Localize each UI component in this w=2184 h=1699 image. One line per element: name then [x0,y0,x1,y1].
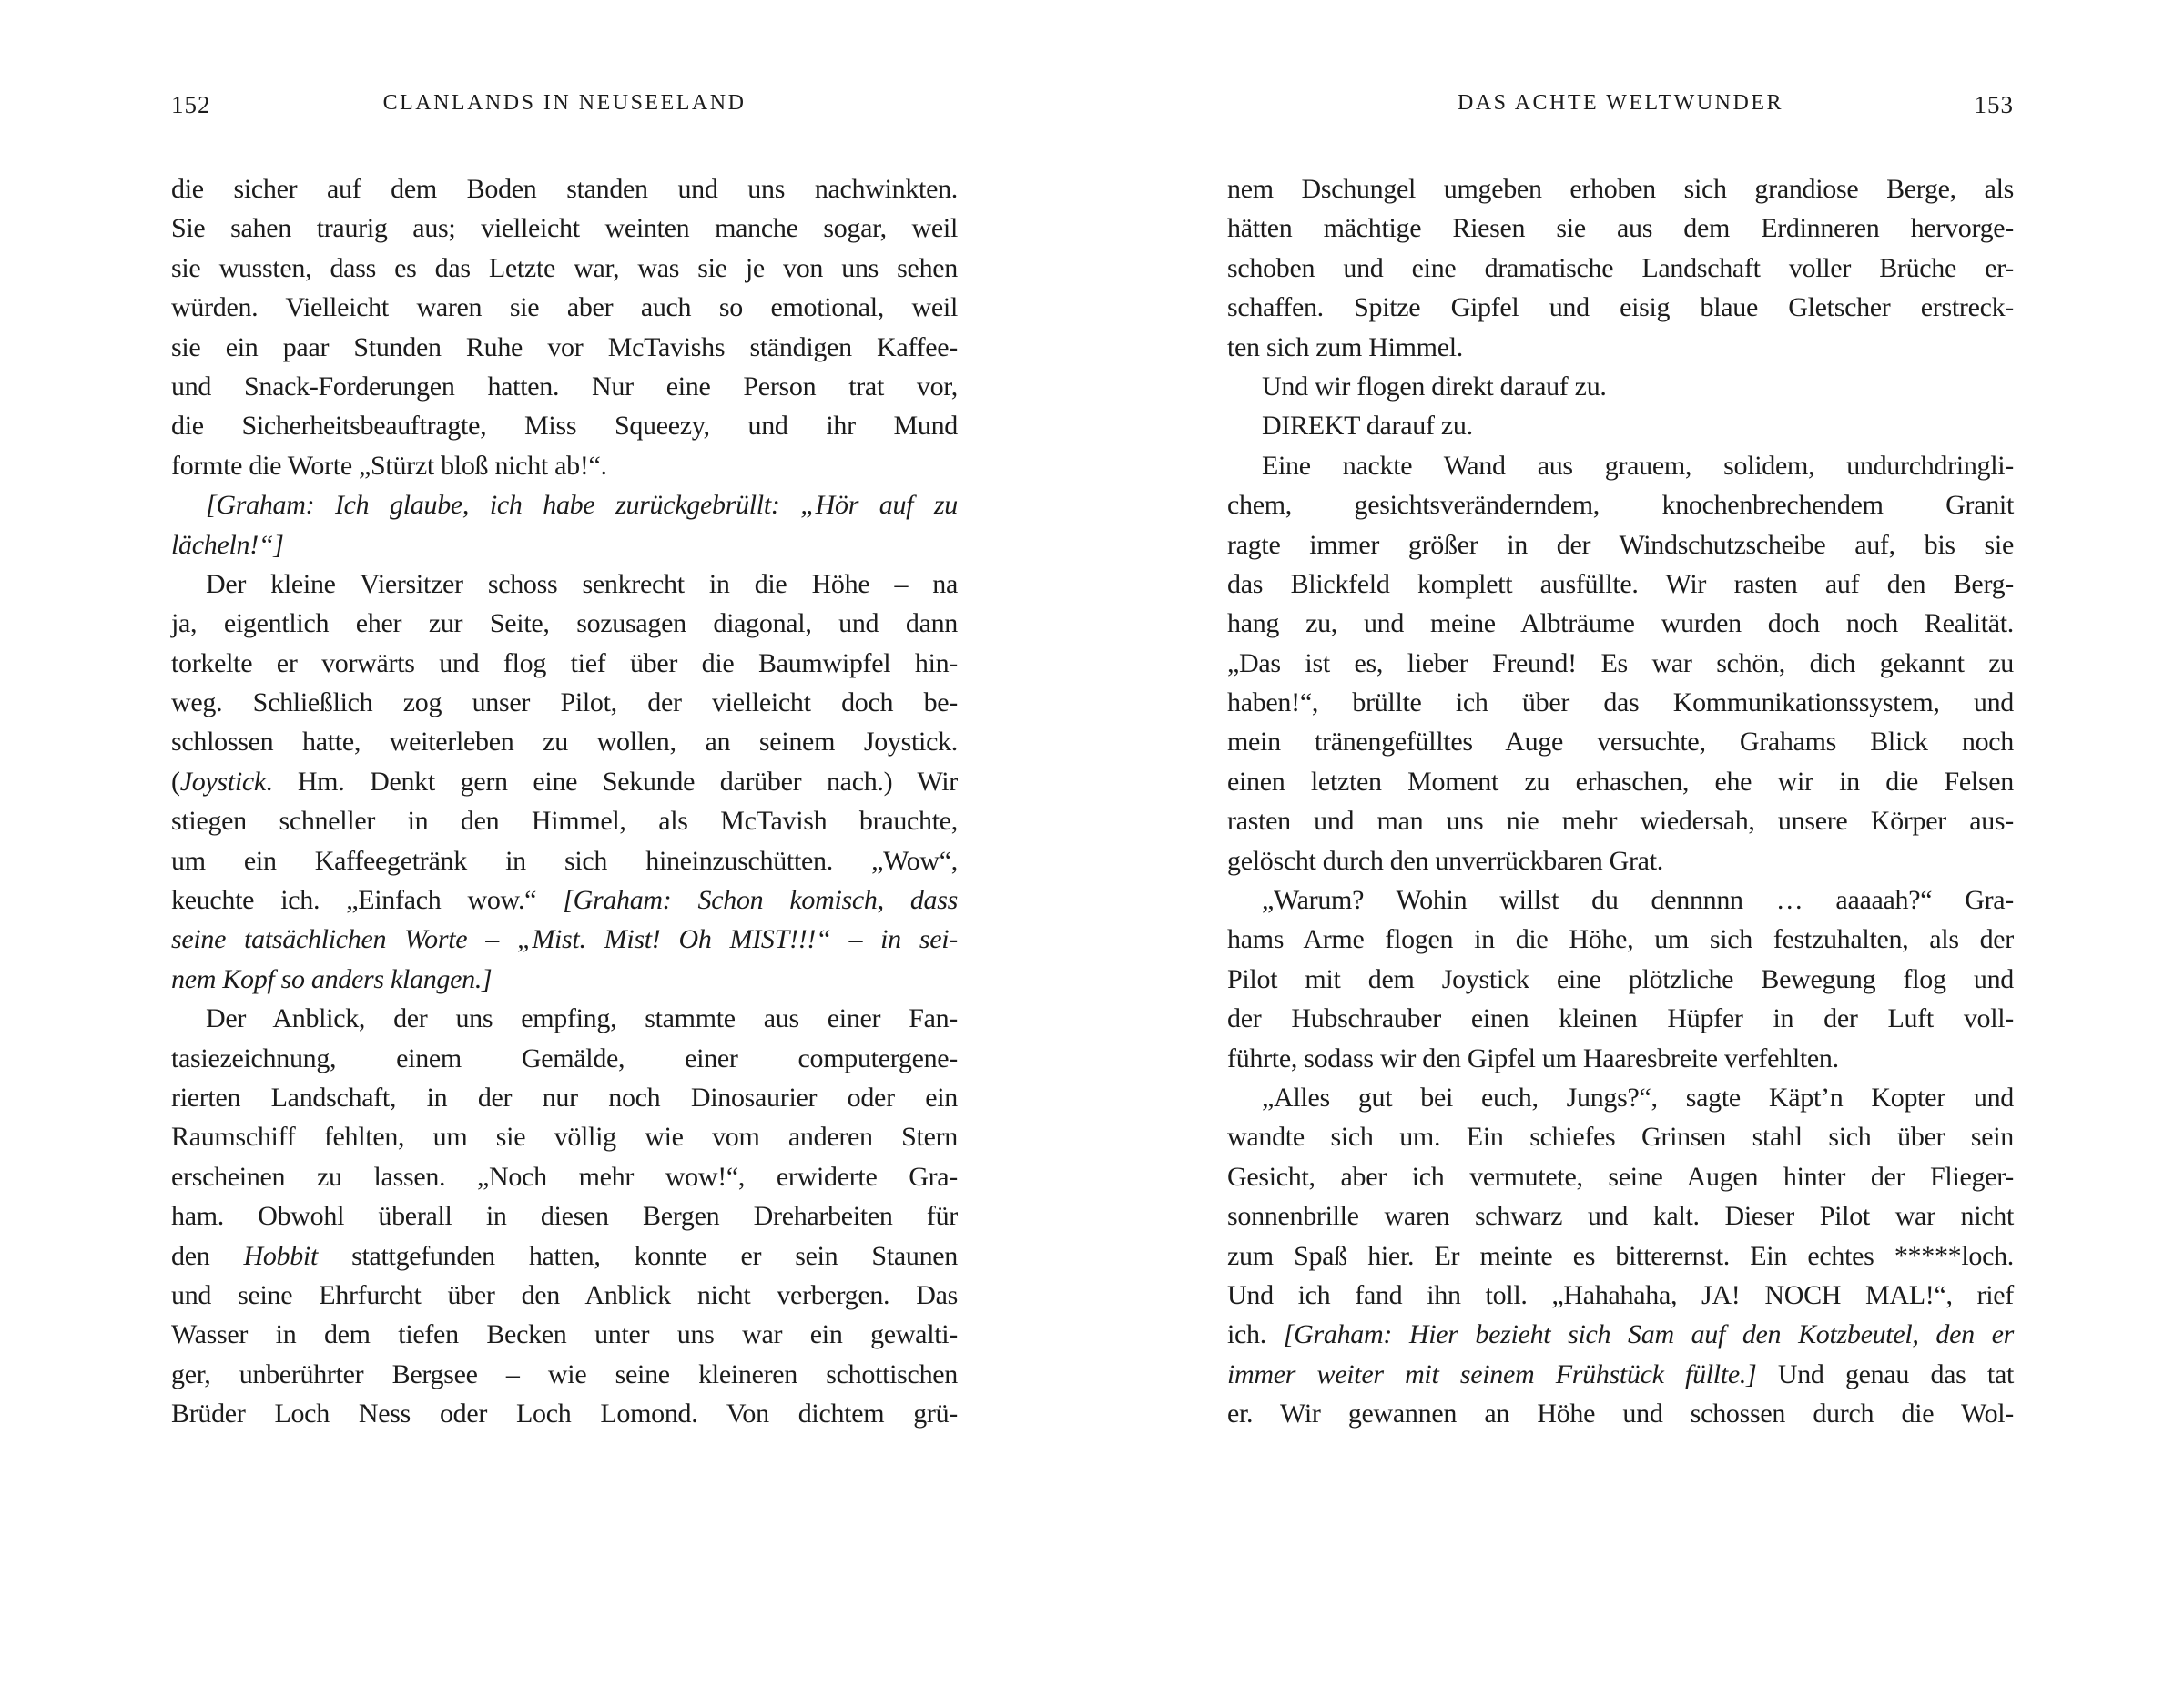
text-line [1227,169,2014,209]
text-segment: ger, unberührter Bergsee – wie seine kleineren schottischen [171,1358,958,1389]
text-segment: den [171,1240,244,1271]
text-line [171,644,958,683]
text-segment: die Sicherheitsbeauftragte, Miss Squeezy, und ihr Mund [171,411,958,442]
text-line [171,406,958,445]
text-segment: Eine nackte Wand aus grauem, solidem, undurchdringli- [1262,450,2014,481]
text-line [171,1315,958,1354]
text-line [1227,485,2014,524]
italic-text-segment: Joystick [179,766,266,797]
italic-text-segment: Hobbit [243,1240,319,1271]
text-line [1227,1196,2014,1236]
text-line [171,604,958,643]
text-line [1227,1157,2014,1196]
text-segment: um ein Kaffeegetränk in sich hineinzuschütten. „Wow“, [171,845,958,876]
text-segment: nem Dschungel umgeben erhoben sich grandiose Berge, als [1227,174,2014,204]
text-line [171,722,958,761]
text-segment: Der kleine Viersitzer schoss senkrecht in die Höhe – na [206,568,958,599]
text-line [171,1355,958,1394]
text-segment: und seine Ehrfurcht über den Anblick nicht verbergen. Das [171,1279,958,1310]
text-line [1227,1276,2014,1315]
text-line [171,367,958,406]
text-segment: Und ich fand ihn toll. „Hahahaha, JA! NOCH MAL!“, rief [1227,1279,2014,1310]
text-line [1227,328,2014,367]
italic-text-segment: [Graham: Schon komisch, dass [563,885,958,916]
text-segment: hams Arme flogen in die Höhe, um sich festzuhalten, als der [1227,924,2014,955]
text-segment: „Das ist es, lieber Freund! Es war schön, dich gekannt zu [1227,647,2014,678]
text-line [1227,960,2014,999]
text-segment: erscheinen zu lassen. „Noch mehr wow!“, erwiderte Gra- [171,1161,958,1192]
text-segment: ragte immer größer in der Windschutzscheibe auf, bis sie [1227,529,2014,560]
text-line [1227,1355,2014,1394]
page-right [1227,0,2014,1699]
text-segment: chem, gesichtsveränderndem, knochenbrechendem Granit [1227,490,2014,521]
text-segment: die sicher auf dem Boden standen und uns nachwinkten. [171,174,958,204]
running-head-left: CLANLANDS IN NEUSEELAND [382,91,747,115]
text-line [1227,209,2014,248]
text-line [1227,406,2014,445]
text-segment: wandte sich um. Ein schiefes Grinsen stahl sich über sein [1227,1122,2014,1153]
text-line [1227,920,2014,959]
text-segment: führte, sodass wir den Gipfel um Haaresbreite verfehlten. [1227,1043,1839,1073]
text-line [171,1276,958,1315]
running-header-left [171,91,958,124]
text-segment: „Alles gut bei euch, Jungs?“, sagte Käpt’n Kopter und [1262,1082,2014,1113]
text-line [171,762,958,801]
text-line [1227,999,2014,1038]
text-segment: ich. [1227,1319,1284,1350]
text-line [171,960,958,999]
text-segment: würden. Vielleicht waren sie aber auch so emotional, weil [171,292,958,323]
text-line [1227,288,2014,327]
text-line [171,485,958,524]
text-column-right [1227,169,2014,1434]
text-segment: schaffen. Spitze Gipfel und eisig blaue Gletscher erstreck- [1227,292,2014,323]
text-line [1227,249,2014,288]
text-line [171,841,958,880]
text-line [1227,801,2014,840]
italic-text-segment: lächeln!“] [171,529,284,560]
italic-text-segment: [Graham: Ich glaube, ich habe zurückgebrüllt: „Hör auf zu [206,490,958,521]
text-segment: ja, eigentlich eher zur Seite, sozusagen diagonal, und dann [171,608,958,639]
text-segment: Raumschiff fehlten, um sie völlig wie vom anderen Stern [171,1122,958,1153]
text-segment: sie ein paar Stunden Ruhe vor McTavishs ständigen Kaffee- [171,331,958,362]
text-line [1227,722,2014,761]
text-segment: zum Spaß hier. Er meinte es bitterernst. Ein echtes *****loch. [1227,1240,2014,1271]
text-segment: stiegen schneller in den Himmel, als McTavish brauchte, [171,806,958,837]
text-segment: das Blickfeld komplett ausfüllte. Wir rasten auf den Berg- [1227,568,2014,599]
text-segment: er. Wir gewannen an Höhe und schossen durch die Wol- [1227,1399,2014,1429]
text-segment: hang zu, und meine Albträume wurden doch noch Realität. [1227,608,2014,639]
text-column-left [171,169,958,1434]
text-line [171,1394,958,1433]
text-line [171,1157,958,1196]
italic-text-segment: immer weiter mit seinem Frühstück füllte.] [1227,1358,1778,1389]
running-header-right [1227,91,2014,124]
text-line [171,565,958,604]
italic-text-segment: [Graham: Hier bezieht sich Sam auf den Kotzbeutel, den er [1283,1319,2014,1350]
text-segment: schoben und eine dramatische Landschaft voller Brüche er- [1227,252,2014,283]
text-line [1227,446,2014,485]
text-line [1227,367,2014,406]
text-segment: keuchte ich. „Einfach wow.“ [171,885,564,916]
text-segment: Sie sahen traurig aus; vielleicht weinten manche sogar, weil [171,213,958,244]
text-line [1227,841,2014,880]
text-line [1227,1315,2014,1354]
text-segment: tasiezeichnung, einem Gemälde, einer computergene- [171,1043,958,1073]
text-segment: Pilot mit dem Joystick eine plötzliche Bewegung flog und [1227,963,2014,994]
text-line [171,1117,958,1156]
text-segment: Brüder Loch Ness oder Loch Lomond. Von dichtem grü- [171,1399,958,1429]
text-segment: rasten und man uns nie mehr wiedersah, unsere Körper aus- [1227,806,2014,837]
text-segment: hätten mächtige Riesen sie aus dem Erdinneren hervorge- [1227,213,2014,244]
text-line [171,249,958,288]
running-head-right: DAS ACHTE WELTWUNDER [1458,91,1783,115]
text-line [171,1078,958,1117]
text-line [171,1039,958,1078]
text-segment: torkelte er vorwärts und flog tief über die Baumwipfel hin- [171,647,958,678]
italic-text-segment: nem Kopf so anders klangen.] [171,963,493,994]
text-segment: . Hm. Denkt gern eine Sekunde darüber nach.) Wir [265,766,958,797]
text-line [171,209,958,248]
text-segment: der Hubschrauber einen kleinen Hüpfer in der Luft voll- [1227,1003,2014,1034]
text-line [1227,1236,2014,1276]
text-line [1227,1039,2014,1078]
text-segment: stattgefunden hatten, konnte er sein Staunen [318,1240,958,1271]
text-line [1227,1394,2014,1433]
text-segment: weg. Schließlich zog unser Pilot, der vielleicht doch be- [171,687,958,718]
text-line [1227,683,2014,722]
text-line [171,920,958,959]
italic-text-segment: seine tatsächlichen Worte – „Mist. Mist! Oh MIST!!!“ – in sei- [171,924,958,955]
text-line [171,525,958,565]
page-number-right: 153 [1974,91,2014,118]
text-segment: ( [171,766,180,797]
text-line [171,1196,958,1236]
text-segment: „Warum? Wohin willst du dennnnn … aaaaah?“ Gra- [1262,885,2014,916]
text-line [171,999,958,1038]
page-number-left: 152 [171,91,211,118]
text-segment: Der Anblick, der uns empfing, stammte aus einer Fan- [206,1003,958,1034]
text-line [1227,1078,2014,1117]
text-segment: sonnenbrille waren schwarz und kalt. Dieser Pilot war nicht [1227,1201,2014,1232]
text-line [171,169,958,209]
text-segment: DIREKT darauf zu. [1262,411,1473,442]
text-segment: Und wir flogen direkt darauf zu. [1262,371,1607,402]
text-segment: einen letzten Moment zu erhaschen, ehe wir in die Felsen [1227,766,2014,797]
text-segment: formte die Worte „Stürzt bloß nicht ab!“. [171,450,607,481]
text-line [171,1236,958,1276]
text-segment: ham. Obwohl überall in diesen Bergen Dreharbeiten für [171,1201,958,1232]
text-line [171,880,958,920]
text-segment: ten sich zum Himmel. [1227,331,1463,362]
text-line [1227,1117,2014,1156]
text-line [1227,880,2014,920]
text-segment: Und genau das tat [1777,1358,2015,1389]
text-segment: rierten Landschaft, in der nur noch Dinosaurier oder ein [171,1082,958,1113]
text-line [171,683,958,722]
text-segment: Gesicht, aber ich vermutete, seine Augen hinter der Flieger- [1227,1161,2014,1192]
text-line [171,328,958,367]
text-line [1227,644,2014,683]
text-segment: gelöscht durch den unverrückbaren Grat. [1227,845,1663,876]
text-segment: sie wussten, dass es das Letzte war, was sie je von uns sehen [171,252,958,283]
text-line [1227,604,2014,643]
text-segment: mein tränengefülltes Auge versuchte, Grahams Blick noch [1227,727,2014,758]
text-segment: Wasser in dem tiefen Becken unter uns war ein gewalti- [171,1319,958,1350]
text-segment: haben!“, brüllte ich über das Kommunikationssystem, und [1227,687,2014,718]
text-line [1227,762,2014,801]
text-segment: schlossen hatte, weiterleben zu wollen, an seinem Joystick. [171,727,958,758]
page-left [171,0,958,1699]
text-line [1227,525,2014,565]
text-line [171,446,958,485]
text-line [171,288,958,327]
text-segment: und Snack-Forderungen hatten. Nur eine Person trat vor, [171,371,958,402]
text-line [171,801,958,840]
text-line [1227,565,2014,604]
